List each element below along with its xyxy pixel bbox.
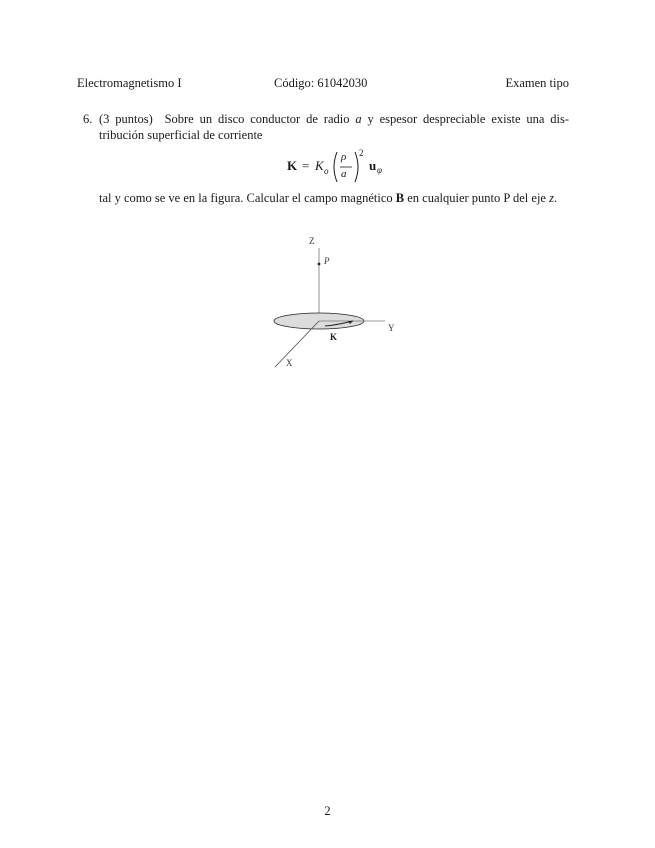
- current-label: K: [330, 332, 338, 342]
- axis-symbol: z: [549, 191, 554, 205]
- problem-number: 6.: [83, 112, 93, 126]
- header-code: Código: 61042030: [274, 76, 368, 90]
- problem-intro-b: y espesor despreciable existe una dis-tribución superficial de corriente: [99, 112, 570, 142]
- disk-diagram: [265, 232, 405, 372]
- page-number: 2: [324, 804, 331, 818]
- question-text-c: .: [553, 191, 558, 205]
- problem-text: [99, 111, 569, 143]
- z-axis-label: Z: [309, 236, 315, 246]
- formula-exponent: 2: [359, 148, 364, 158]
- disk-figure: [265, 232, 405, 372]
- problem-question: [99, 190, 569, 206]
- problem-statement: [83, 111, 569, 143]
- problem-intro-a: Sobre un disco conductor de radio: [164, 112, 350, 126]
- formula-frac-num: ρ: [341, 151, 347, 163]
- header-course: Electromagnetismo I: [77, 76, 182, 90]
- point-p-label: P: [324, 256, 330, 266]
- problem-points: (3 puntos): [99, 112, 153, 126]
- formula-coef: K: [315, 158, 324, 173]
- formula-equals: =: [302, 158, 310, 173]
- point-p: [318, 263, 321, 266]
- formula-unit: u: [369, 158, 377, 173]
- field-symbol: B: [395, 191, 405, 205]
- radius-symbol: a: [355, 112, 362, 126]
- y-axis-label: Y: [388, 323, 395, 333]
- current-density-formula: [287, 150, 397, 184]
- header-exam: Examen tipo: [505, 76, 569, 90]
- formula-lhs: K: [287, 158, 298, 173]
- formula-unit-sub: φ: [377, 165, 382, 175]
- formula-coef-sub: o: [324, 166, 329, 176]
- question-text-a: tal y como se ve en la figura. Calcular el campo magnético: [99, 191, 393, 205]
- question-text-b: en cualquier punto P del eje: [407, 191, 546, 205]
- x-axis-label: X: [286, 358, 293, 368]
- formula-frac-den: a: [341, 168, 347, 180]
